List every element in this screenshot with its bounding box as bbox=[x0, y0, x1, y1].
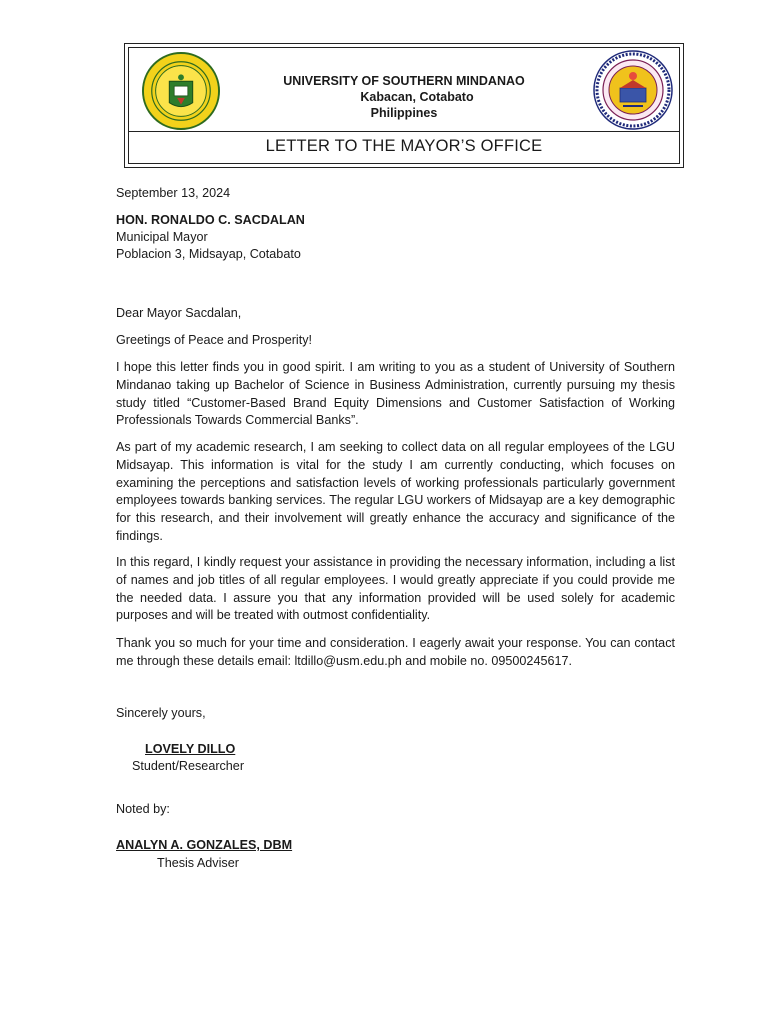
sender-name: LOVELY DILLO bbox=[145, 742, 236, 756]
letterhead-divider bbox=[129, 131, 679, 132]
college-seal-logo bbox=[593, 50, 673, 130]
body-paragraph-2: As part of my academic research, I am seeking to collect data on all regular employees of the LGU Midsayap. This information is vital for the study I am currently conducting, which focuses on examining the perceptions and satisfaction levels of working professionals particularly government employees towards banking services. The regular LGU workers of Midsayap are a key demographic for this research, and their involvement will greatly enhance the accuracy and significance of the findings. bbox=[116, 440, 675, 543]
letterhead-top bbox=[129, 48, 679, 131]
sender-role: Student/Researcher bbox=[132, 759, 245, 773]
noted-by-label: Noted by: bbox=[116, 802, 170, 816]
body-paragraph-4: Thank you so much for your time and consideration. I eagerly await your response. You can contact me through these details email: ltdillo@usm.edu.ph and mobile no. 09500245617. bbox=[116, 636, 675, 668]
letterhead-inner-border bbox=[128, 47, 680, 164]
university-name: UNIVERSITY OF SOUTHERN MINDANAO bbox=[283, 74, 525, 88]
greeting: Greetings of Peace and Prosperity! bbox=[116, 333, 313, 347]
university-location: Kabacan, Cotabato bbox=[360, 90, 474, 104]
body-paragraph-3: In this regard, I kindly request your assistance in providing the necessary information, including a list of names and job titles of all regular employees. I would greatly appreciate if you could provide me the needed data. I assure you that any information provided will be used solely for academic purposes and will be treated with outmost confidentiality. bbox=[116, 555, 675, 623]
body-paragraph-1: I hope this letter finds you in good spirit. I am writing to you as a student of University of Southern Mindanao taking up Bachelor of Science in Business Administration, currently pursuing my thesis study titled “Customer-Based Brand Equity Dimensions and Customer Satisfaction of Working Professionals Towards Commercial Banks”. bbox=[116, 360, 675, 428]
university-country: Philippines bbox=[370, 106, 438, 120]
recipient-name: HON. RONALDO C. SACDALAN bbox=[116, 213, 305, 227]
salutation: Dear Mayor Sacdalan, bbox=[116, 306, 242, 320]
adviser-name: ANALYN A. GONZALES, DBM bbox=[116, 838, 293, 852]
closing: Sincerely yours, bbox=[116, 706, 206, 720]
letter-date: September 13, 2024 bbox=[116, 186, 231, 200]
adviser-role: Thesis Adviser bbox=[157, 856, 239, 870]
letterhead bbox=[124, 43, 684, 168]
letter-title: LETTER TO THE MAYOR’S OFFICE bbox=[265, 137, 543, 155]
recipient-title: Municipal Mayor bbox=[116, 230, 208, 244]
recipient-address: Poblacion 3, Midsayap, Cotabato bbox=[116, 247, 301, 261]
